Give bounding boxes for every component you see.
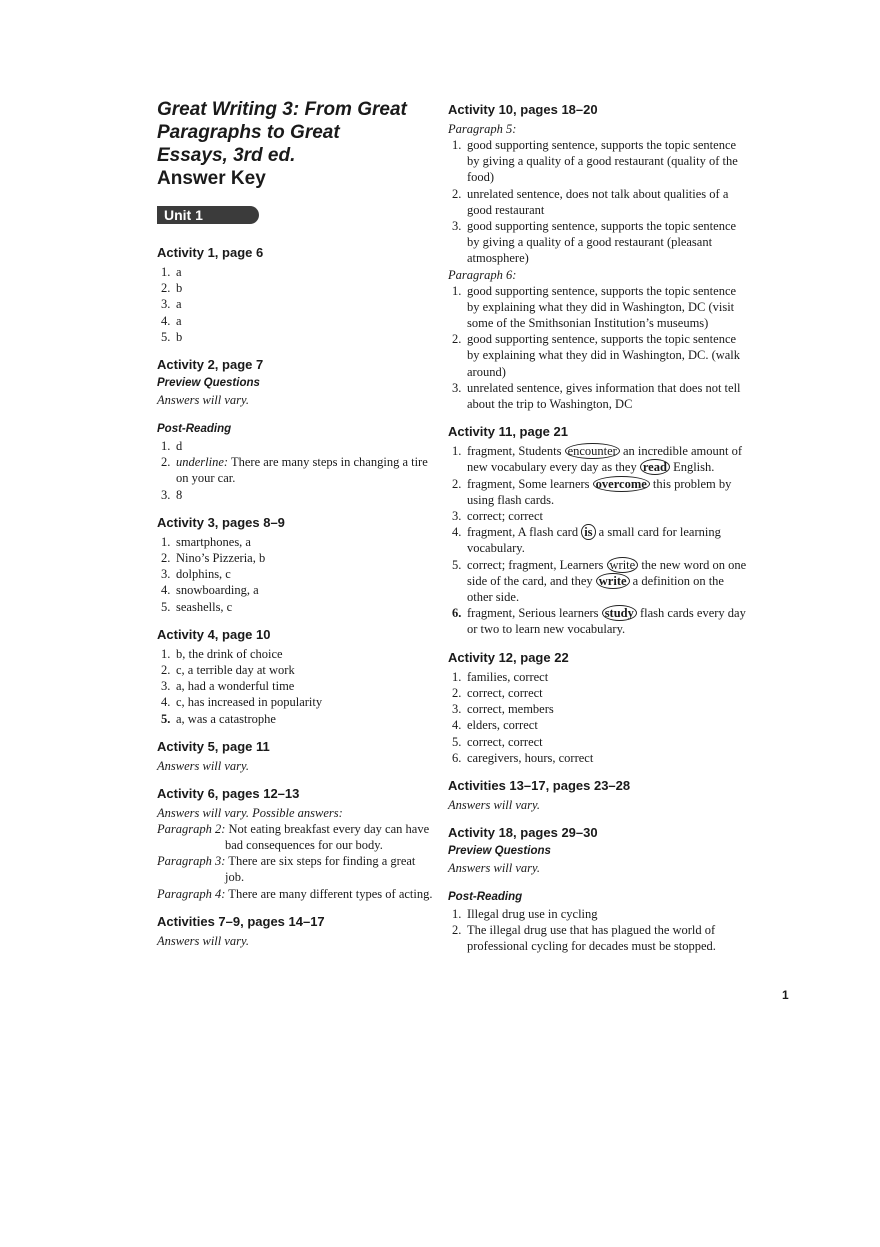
list-item: 2. correct, correct [452, 685, 543, 700]
title-line: Great Writing 3: From Great [157, 99, 407, 120]
list-item: 2. Nino’s Pizzeria, b [161, 551, 266, 566]
list-item: 4. c, has increased in popularity [161, 695, 323, 710]
list-item: 1. a [161, 265, 182, 279]
post-reading-heading: Post-Reading [448, 890, 523, 903]
activity-3-heading: Activity 3, pages 8–9 [157, 514, 285, 530]
activity-10-heading: Activity 10, pages 18–20 [448, 102, 598, 117]
list-item: 3. correct; correct [452, 509, 543, 524]
list-item: 3. unrelated sentence, gives information that does not tell about the trip to Washington, DC [452, 380, 741, 412]
activity-11-list [448, 443, 748, 637]
circled-verb: write [607, 557, 639, 573]
activity-18-list [448, 906, 748, 955]
list-item: 1. d [161, 439, 183, 454]
activity-10-p6-list [448, 283, 748, 413]
left-column [157, 98, 437, 949]
page-number: 1 [782, 988, 789, 1002]
activity-1-list [157, 264, 437, 345]
document-subtitle: Answer Key [157, 168, 266, 189]
activity-3-list [157, 534, 437, 615]
list-item: 3. a [161, 297, 182, 312]
list-item: 1. good supporting sentence, supports the topic sentence by explaining what they did in Washington, DC (visit some of the Smithsonian Institution’s museums) [452, 283, 737, 331]
activity-18-heading: Activity 18, pages 29–30 [448, 824, 598, 840]
right-column [448, 98, 748, 955]
activity-5-answer: Answers will vary. [157, 758, 250, 773]
list-item: 5. correct; fragment, Learners write the new word on one side of the card, and they write a definition on the other side. [452, 557, 747, 605]
activity-1-heading: Activity 1, page 6 [157, 245, 264, 260]
list-item: 2. fragment, Some learners overcome this problem by using flash cards. [452, 476, 732, 507]
activity-4-list [157, 646, 437, 727]
circled-verb: study [602, 605, 637, 621]
list-item: 1. b, the drink of choice [161, 646, 283, 661]
list-item: 1. Illegal drug use in cycling [452, 906, 598, 921]
circled-verb: encounter [565, 443, 620, 459]
activities-13-17-answer: Answers will vary. [448, 797, 541, 812]
activity-2-list [157, 438, 437, 503]
circled-verb: overcome [593, 476, 650, 492]
unit-badge: Unit 1 [157, 206, 259, 224]
title-line: Essays, 3rd ed. [157, 145, 296, 166]
list-item: 2. underline: There are many steps in changing a tire on your car. [161, 455, 428, 486]
activities-13-17-heading: Activities 13–17, pages 23–28 [448, 777, 631, 793]
title-line: Paragraphs to Great [157, 122, 340, 143]
activities-7-9-answer: Answers will vary. [157, 933, 250, 948]
list-item: 6. fragment, Serious learners study flash cards every day or two to learn new vocabulary. [452, 606, 746, 637]
activity-2-heading: Activity 2, page 7 [157, 357, 264, 373]
paragraph-5-label: Paragraph 5: [448, 122, 517, 136]
activities-7-9-heading: Activities 7–9, pages 14–17 [157, 913, 325, 929]
list-item: 5. correct, correct [452, 734, 543, 749]
list-item: 4. snowboarding, a [161, 583, 259, 598]
list-item: 2. b [161, 281, 183, 296]
activity-12-list [448, 669, 748, 766]
list-item: 1. families, correct [452, 669, 549, 684]
document-title [157, 98, 437, 167]
list-item: 3. good supporting sentence, supports the topic sentence by giving a quality of a good restaurant (pleasant atmosphere) [452, 219, 737, 266]
paragraph-answer: Paragraph 3: There are six steps for finding a great job. [157, 854, 416, 885]
circled-verb: read [640, 459, 670, 475]
list-item: 2. c, a terrible day at work [161, 663, 295, 678]
list-item: 1. fragment, Students encounter an incredible amount of new vocabulary every day as they read English. [452, 444, 743, 475]
activity-6-intro: Answers will vary. Possible answers: [157, 805, 343, 820]
list-item: 2. good supporting sentence, supports the topic sentence by explaining what they did in Washington, DC. (walk around) [452, 332, 741, 379]
list-item: 1. good supporting sentence, supports the topic sentence by giving a quality of a good restaurant (quality of the food) [452, 138, 738, 185]
post-reading-heading: Post-Reading [157, 423, 232, 436]
list-item: 2. The illegal drug use that has plagued the world of professional cycling for decades must be stopped. [452, 923, 716, 954]
preview-answer: Answers will vary. [448, 860, 541, 875]
list-item: 4. fragment, A flash card is a small card for learning vocabulary. [452, 525, 721, 556]
list-item: 2. unrelated sentence, does not talk about qualities of a good restaurant [452, 186, 729, 217]
circled-verb: is [581, 524, 595, 540]
list-item: 5. seashells, c [161, 599, 233, 614]
list-item: 3. dolphins, c [161, 567, 231, 582]
activity-5-heading: Activity 5, page 11 [157, 738, 270, 754]
preview-questions-heading: Preview Questions [157, 377, 260, 390]
activity-11-heading: Activity 11, page 21 [448, 424, 568, 440]
activity-10-p5-list [448, 137, 748, 267]
list-item: 5. b [161, 329, 183, 344]
list-item: 4. elders, correct [452, 718, 538, 733]
paragraph-answer: Paragraph 4: There are many different types of acting. [157, 886, 433, 901]
preview-answer: Answers will vary. [157, 393, 250, 408]
activity-4-heading: Activity 4, page 10 [157, 626, 271, 642]
paragraph-answer: Paragraph 2: Not eating breakfast every day can have bad consequences for our body. [157, 821, 430, 853]
list-item: 6. caregivers, hours, correct [452, 750, 594, 765]
activity-6-heading: Activity 6, pages 12–13 [157, 785, 300, 801]
list-item: 3. a, had a wonderful time [161, 679, 295, 694]
list-item: 1. smartphones, a [161, 534, 251, 549]
list-item: 3. 8 [161, 487, 183, 502]
circled-verb: write [596, 573, 630, 589]
list-item: 3. correct, members [452, 702, 554, 717]
preview-questions-heading: Preview Questions [448, 844, 551, 857]
activity-12-heading: Activity 12, page 22 [448, 649, 569, 665]
list-item: 5. a, was a catastrophe [161, 711, 276, 726]
list-item: 4. a [161, 313, 182, 328]
paragraph-6-label: Paragraph 6: [448, 267, 517, 282]
